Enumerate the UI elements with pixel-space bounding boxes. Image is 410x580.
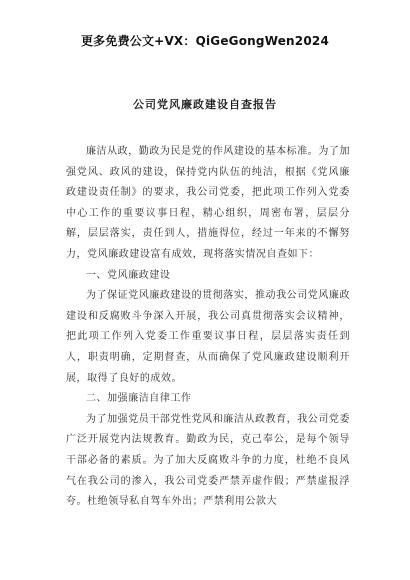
section-heading-1: 一、党风廉政建设: [86, 269, 171, 281]
document-body: [66, 142, 350, 513]
intro-paragraph: 廉洁从政，勤政为民是党的作风建设的基本标准。为了加强党风、政风的建设，保持党内队伍的纯洁，根据《党风廉政建设责任制》的要求，我公司党委，把此项工作列入党委中心工作的重要议事日程，精心组织，周密布署，层层分解，层层落实，责任到人，措施得位，经过一年来的不懈努力，党风廉政建设富有成效，现将落实情况自查如下：: [66, 146, 350, 260]
section-heading-2: 二、加强廉洁自律工作: [86, 393, 192, 405]
section-paragraph-1: 为了保证党风廉政建设的贯彻落实，推动我公司党风廉政建设和反腐败斗争深入开展，我公司真贯彻落实会议精神，把此项工作列入党委工作重要议事日程，层层落实责任到人，职责明确，定期督查，从而确保了党风廉政建设顺利开展，取得了良好的成效。: [66, 290, 350, 384]
header-banner: 更多免费公文+VX：QiGeGongWen2024: [80, 34, 329, 48]
document-title: 公司党风廉政建设自查报告: [133, 98, 277, 111]
section-paragraph-2: 为了加强党员干部党性党风和廉洁从政教育，我公司党委广泛开展党内法规教育。勤政为民，克己奉公，是每个领导干部必备的素质。为了加大反腐败斗争的力度，杜绝不良风气在我公司的渗入，我公司党委严禁弄虚作假；严禁虚报浮夸。杜绝领导私自驾车外出；严禁利用公款大: [66, 413, 350, 508]
